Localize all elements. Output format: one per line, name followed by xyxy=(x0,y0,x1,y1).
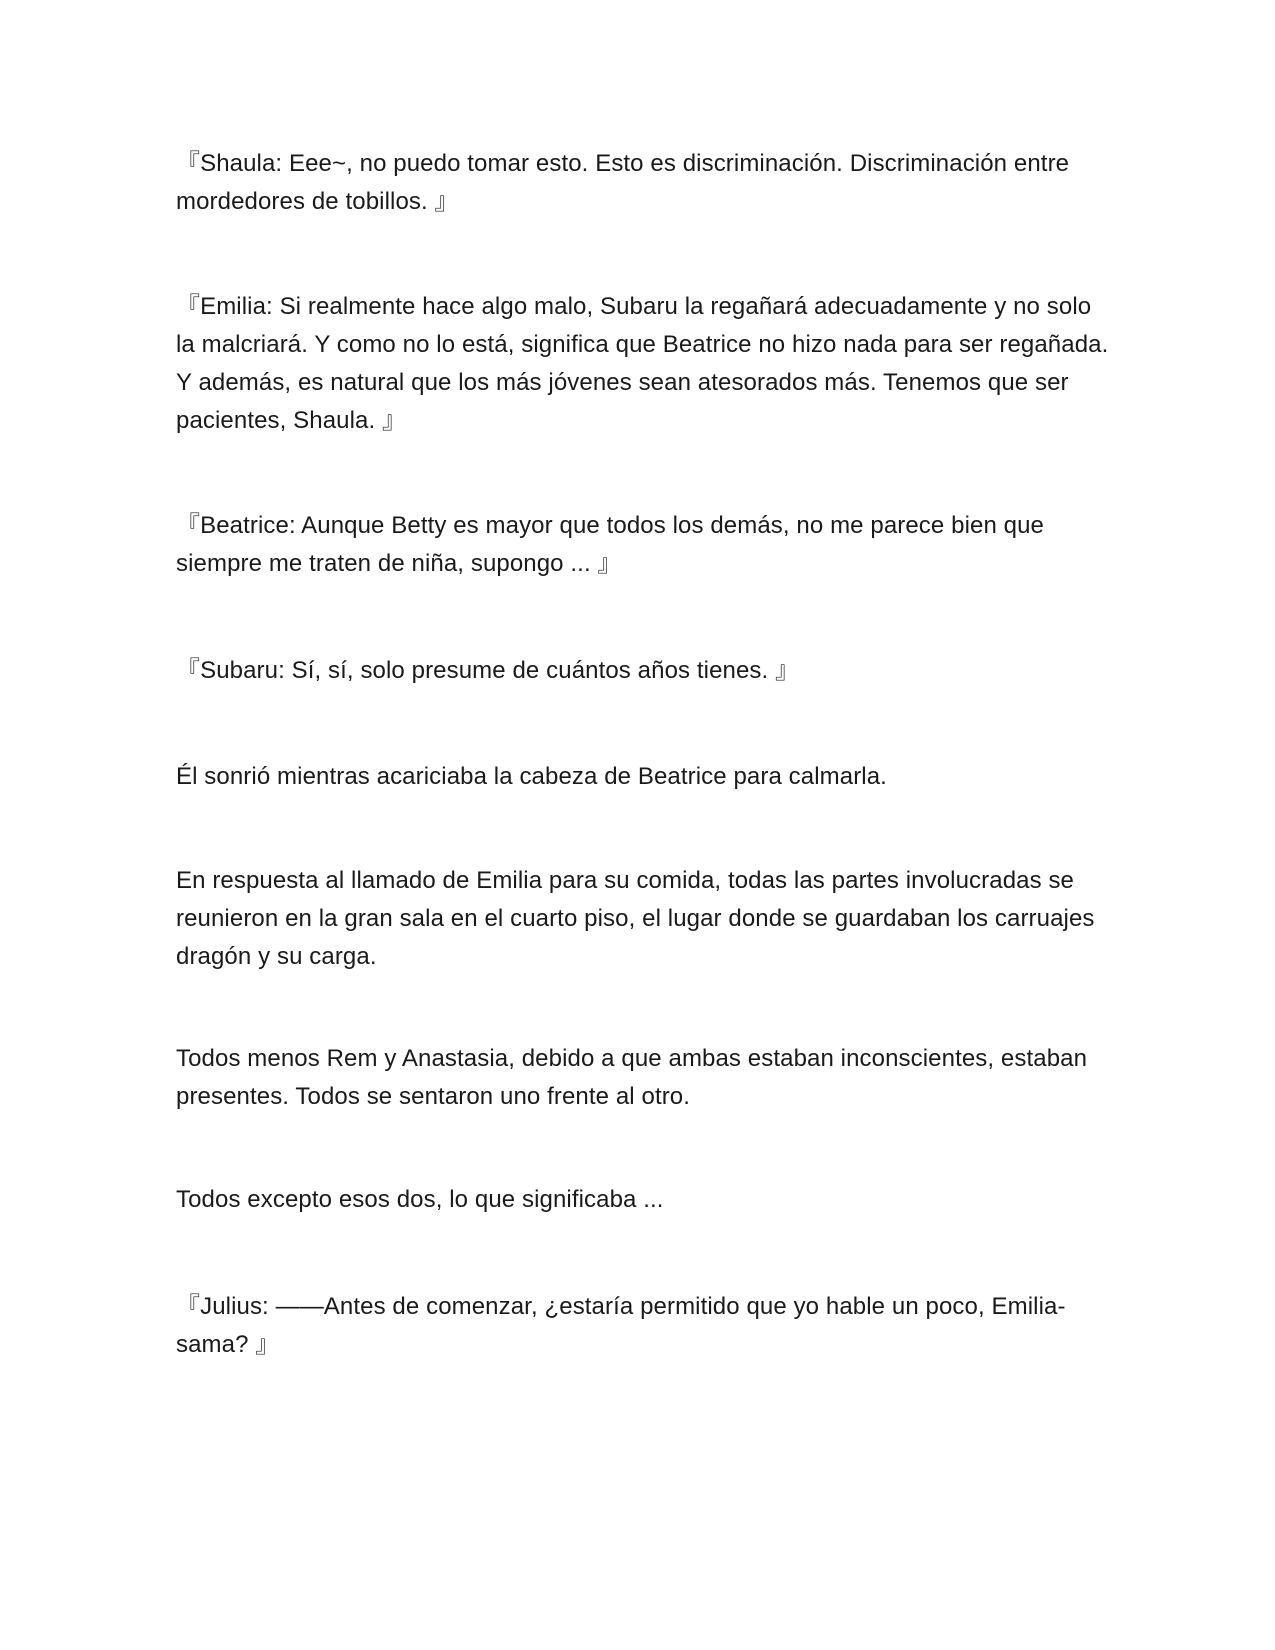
paragraph-beatrice: 『Beatrice: Aunque Betty es mayor que todos los demás, no me parece bien que siempre me traten de niña, supongo ... 』 xyxy=(176,512,1045,577)
paragraph-julius: 『Julius: ——Antes de comenzar, ¿estaría permitido que yo hable un poco, Emilia-sama? 』 xyxy=(176,1293,1066,1358)
paragraph-shaula: 『Shaula: Eee~, no puedo tomar esto. Esto es discriminación. Discriminación entre mordedores de tobillos. 』 xyxy=(176,150,1070,215)
paragraph-narration-present: Todos menos Rem y Anastasia, debido a que ambas estaban inconscientes, estaban presentes. Todos se sentaron uno frente al otro. xyxy=(176,1045,1088,1110)
paragraph-subaru: 『Subaru: Sí, sí, solo presume de cuántos años tienes. 』 xyxy=(176,657,800,684)
paragraph-narration-except: Todos excepto esos dos, lo que significaba ... xyxy=(176,1186,664,1213)
paragraph-narration-gathering: En respuesta al llamado de Emilia para su comida, todas las partes involucradas se reunieron en la gran sala en el cuarto piso, el lugar donde se guardaban los carruajes dragón y su carga. xyxy=(176,867,1095,970)
paragraph-emilia: 『Emilia: Si realmente hace algo malo, Subaru la regañará adecuadamente y no solo la malcriará. Y como no lo está, significa que Beatrice no hizo nada para ser regañada. Y además, es natural que los más jóvenes sean atesorados más. Tenemos que ser pacientes, Shaula. 』 xyxy=(176,293,1109,434)
paragraph-narration-smile: Él sonrió mientras acariciaba la cabeza de Beatrice para calmarla. xyxy=(176,763,887,790)
